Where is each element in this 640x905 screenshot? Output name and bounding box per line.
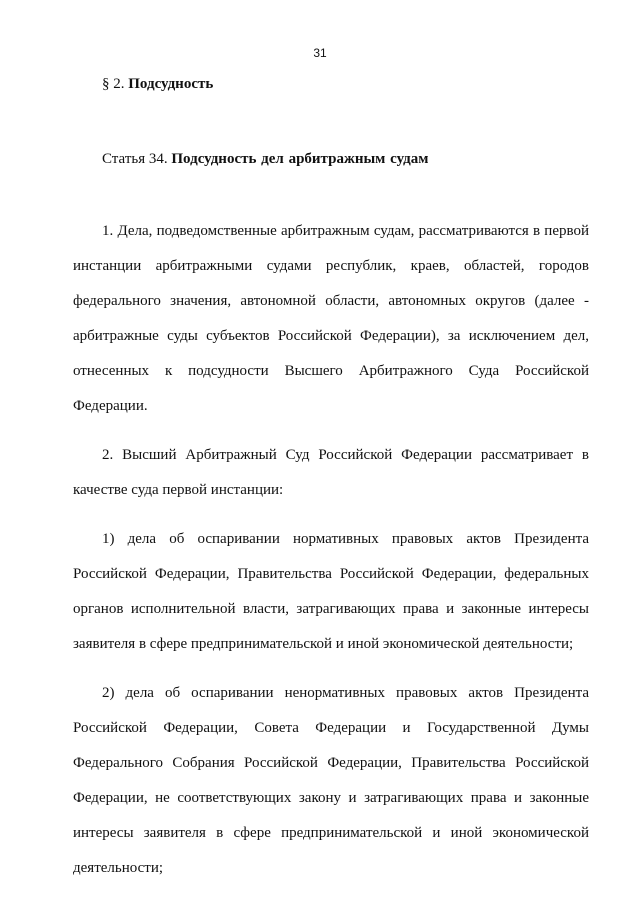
paragraph-item-1: 1) дела об оспаривании нормативных правовых актов Президента Российской Федерации, Правительства Российской Федерации, федеральных органов исполнительной власти, затрагивающих права и законные интересы заявителя в сфере предпринимательской и иной экономической деятельности; [73,531,589,652]
paragraph-2: 2. Высший Арбитражный Суд Российской Федерации рассматривает в качестве суда первой инстанции: [73,447,589,498]
paragraph-1: 1. Дела, подведомственные арбитражным судам, рассматриваются в первой инстанции арбитражными судами республик, краев, областей, городов федерального значения, автономной области, автономных округов (далее - арбитражные суды субъектов Российской Федерации), за исключением дел, отнесенных к подсудности Высшего Арбитражного Суда Российской Федерации. [73,223,589,414]
page-number: 31 [313,46,327,60]
article-title: Подсудность дел арбитражным судам [171,151,429,167]
section-heading [102,76,213,93]
section-prefix: § 2. [102,76,125,92]
section-title: Подсудность [128,76,214,92]
article-body [73,214,589,886]
paragraph-item-2: 2) дела об оспаривании ненормативных правовых актов Президента Российской Федерации, Совета Федерации и Государственной Думы Федерального Собрания Российской Федерации, Правительства Российской Федерации, не соответствующих закону и затрагивающих права и законные интересы заявителя в сфере предпринимательской и иной экономической деятельности; [73,685,589,876]
article-prefix: Статья 34. [102,151,168,167]
article-heading [102,151,428,168]
